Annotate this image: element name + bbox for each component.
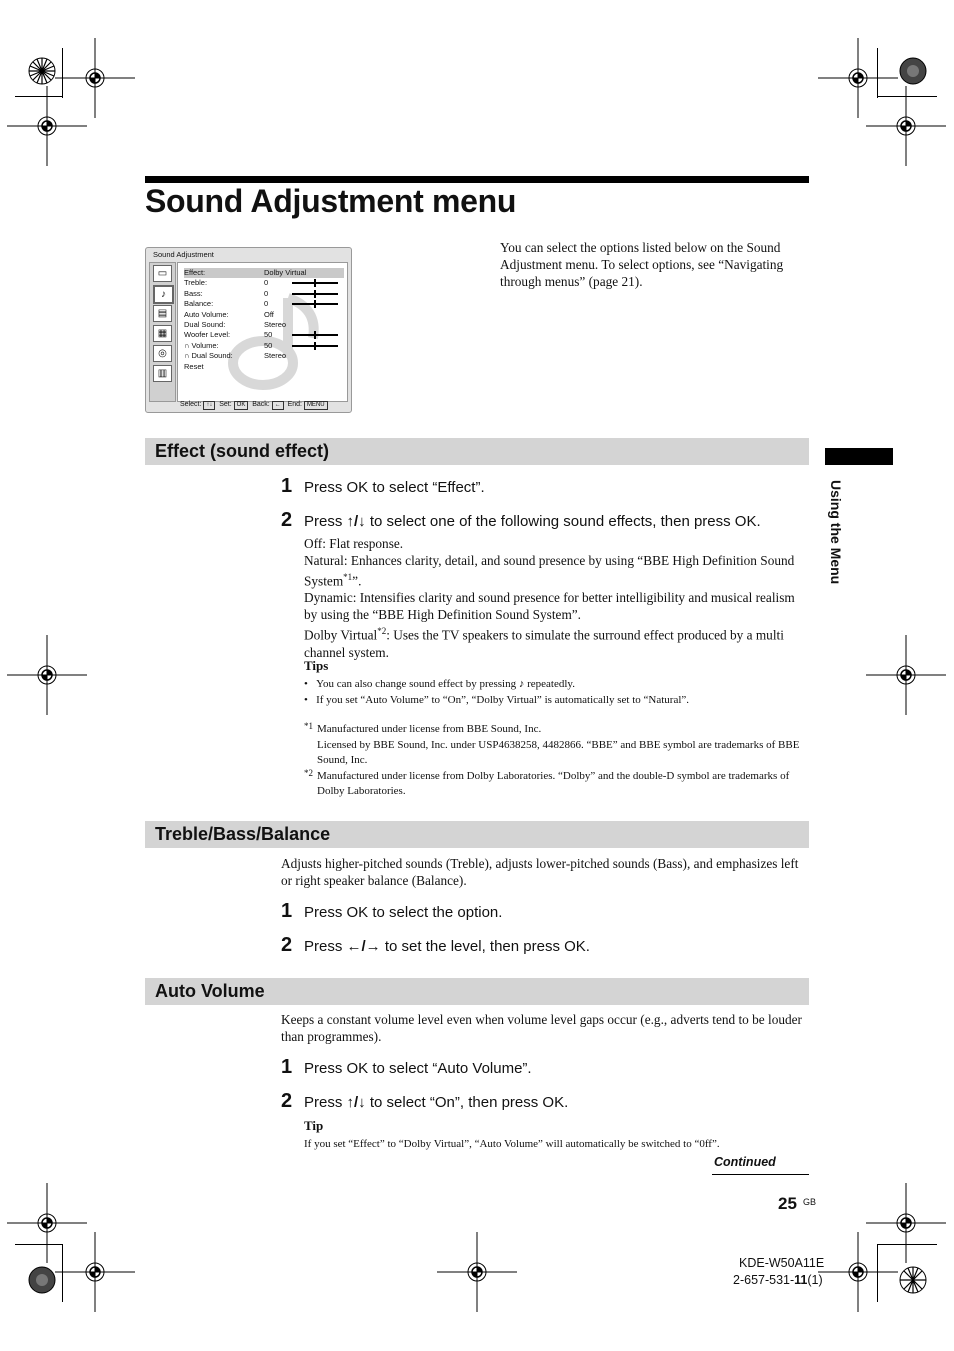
color-wheel-icon bbox=[27, 1265, 57, 1295]
code-suffix: (1) bbox=[807, 1273, 823, 1287]
footnote-text: Manufactured under license from Dolby Laboratories. “Dolby” and the double-D symbol are trademarks of Dolby Laboratories. bbox=[317, 769, 790, 797]
treble-description: Adjusts higher-pitched sounds (Treble), adjusts lower-pitched sounds (Bass), and emphasizes left or right speaker balance (Balance). bbox=[281, 856, 799, 888]
option-natural bbox=[304, 552, 809, 589]
menu-row-label: Treble: bbox=[184, 278, 208, 288]
tip-heading: Tip bbox=[304, 1118, 324, 1133]
section-heading-text: Effect (sound effect) bbox=[155, 441, 330, 461]
step-text bbox=[304, 513, 761, 530]
section-heading-text: Auto Volume bbox=[155, 981, 265, 1001]
menu-row-label: Balance: bbox=[184, 299, 214, 309]
registration-mark-icon bbox=[866, 635, 946, 715]
menu-row-label: Dual Sound: bbox=[184, 320, 226, 329]
footnote-ref: *2 bbox=[377, 626, 387, 637]
footer-select-key: ↑↓ bbox=[203, 401, 215, 410]
features-icon: ▦ bbox=[153, 325, 172, 342]
footer-select-label: Select: bbox=[180, 401, 202, 408]
option-dolby-text-b: : Uses the TV speakers to simulate the surround effect produced by a multi channel system. bbox=[304, 627, 784, 660]
menu-row bbox=[184, 278, 344, 288]
section-effect-heading bbox=[145, 438, 809, 465]
color-wheel-icon bbox=[898, 56, 928, 86]
step-text-post: to select “On”, then press OK. bbox=[365, 1094, 569, 1111]
step-text-pre: Press bbox=[304, 1094, 347, 1111]
step-text: Press OK to select “Auto Volume”. bbox=[304, 1060, 532, 1077]
step-text bbox=[304, 938, 590, 955]
tip-item: • You can also change sound effect by pressing ♪ repeatedly. bbox=[304, 678, 575, 690]
level-bar-marker bbox=[314, 279, 316, 287]
registration-mark-icon bbox=[437, 1232, 517, 1312]
option-dynamic: Dynamic: Intensifies clarity and sound presence for better intelligibility and musical realism by using the “BBE High Definition Sound System”. bbox=[304, 590, 795, 623]
step-number: 1 bbox=[281, 475, 293, 497]
music-note-icon: ♪ bbox=[153, 285, 174, 304]
registration-mark-icon bbox=[866, 1183, 946, 1263]
tips-heading: Tips bbox=[304, 658, 329, 673]
color-wheel-icon bbox=[898, 1265, 928, 1295]
registration-mark-icon bbox=[866, 86, 946, 166]
option-natural-text-b: Sound System bbox=[304, 553, 795, 589]
step-text-post: to set the level, then press OK. bbox=[380, 938, 590, 955]
menu-header: Sound Adjustment bbox=[153, 250, 214, 259]
menu-row bbox=[184, 341, 344, 351]
footer-set-label: Set: bbox=[219, 401, 232, 408]
menu-row-value: Stereo bbox=[264, 351, 287, 361]
footnote-text: Manufactured under license from BBE Sound, Inc. bbox=[317, 723, 542, 735]
level-bar-marker bbox=[314, 290, 316, 298]
pc-icon: ▥ bbox=[153, 365, 172, 382]
menu-panel bbox=[177, 262, 348, 402]
footnote-mark: *1 bbox=[304, 721, 313, 731]
footer-end-label: End: bbox=[287, 401, 302, 408]
tip-item: • If you set “Auto Volume” to “On”, “Dolby Virtual” is automatically set to “Natural”. bbox=[304, 693, 690, 706]
page-title: Sound Adjustment menu bbox=[145, 183, 517, 219]
continued-label: Continued bbox=[714, 1155, 776, 1169]
tip-text: You can also change sound effect by pressing ♪ repeatedly. bbox=[316, 678, 575, 690]
step-number: 2 bbox=[281, 934, 293, 956]
page-suffix: GB bbox=[803, 1197, 817, 1207]
footnote-text: Licensed by BBE Sound, Inc. under USP4638258, 4482866. “BBE” and BBE symbol are trademarks of BBE Sound, Inc. bbox=[317, 738, 800, 766]
step-text bbox=[304, 1094, 568, 1111]
document-code bbox=[733, 1273, 823, 1287]
effect-options bbox=[304, 535, 809, 661]
model-number: KDE-W50A11E bbox=[739, 1256, 825, 1270]
menu-row bbox=[184, 351, 344, 361]
step-text-post: to select one of the following sound effects, then press OK. bbox=[365, 513, 761, 530]
menu-row bbox=[184, 320, 344, 330]
registration-mark-icon bbox=[7, 635, 87, 715]
menu-footer bbox=[180, 401, 328, 410]
step-text: Press OK to select “Effect”. bbox=[304, 479, 485, 496]
menu-screenshot bbox=[145, 247, 352, 413]
left-right-arrow-icon: ←/→ bbox=[346, 938, 381, 955]
footnote-2 bbox=[304, 769, 804, 800]
tips-list bbox=[304, 677, 809, 708]
footnote-ref: *1 bbox=[343, 572, 353, 582]
footnotes bbox=[304, 722, 804, 800]
menu-row-label: ∩ Dual Sound: bbox=[184, 351, 233, 361]
setup-icon: ◎ bbox=[153, 345, 172, 362]
menu-row-label: Bass: bbox=[184, 288, 203, 298]
level-bar-marker bbox=[314, 331, 316, 339]
step-number: 2 bbox=[281, 1090, 293, 1112]
step-number: 1 bbox=[281, 1056, 293, 1078]
footnote-1 bbox=[304, 722, 804, 769]
section-heading-text: Treble/Bass/Balance bbox=[155, 824, 331, 844]
code-prefix: 2-657-531- bbox=[733, 1273, 795, 1287]
level-bar-marker bbox=[314, 342, 316, 350]
option-dolby-text: Dolby Virtual bbox=[304, 627, 378, 643]
menu-row-label: Effect: bbox=[184, 268, 206, 277]
footer-back-key: ← bbox=[272, 401, 284, 410]
intro-text: You can select the options listed below on the Sound Adjustment menu. To select options, see “Navigating through menus” (page 21). bbox=[500, 240, 784, 289]
step-text-pre: Press bbox=[304, 513, 347, 530]
menu-row-value: 0 bbox=[264, 288, 269, 298]
footer-end-key: MENU bbox=[304, 401, 328, 410]
section-auto-volume-heading bbox=[145, 978, 809, 1005]
menu-row-value: 50 bbox=[264, 330, 273, 340]
menu-row bbox=[184, 299, 344, 309]
option-natural-text: Natural: Enhances clarity, detail, and sound presence by using “BBE High Definition bbox=[304, 553, 757, 568]
menu-row-label: Woofer Level: bbox=[184, 330, 231, 340]
option-dolby bbox=[304, 623, 809, 660]
menu-row bbox=[184, 268, 344, 278]
continued-rule bbox=[712, 1174, 809, 1175]
menu-row-value: 50 bbox=[264, 340, 273, 350]
option-natural-text-c: ”. bbox=[352, 573, 362, 589]
registration-mark-icon bbox=[7, 86, 87, 166]
code-bold: 11 bbox=[794, 1273, 808, 1287]
step-number: 1 bbox=[281, 900, 293, 922]
menu-icon-column bbox=[149, 262, 176, 402]
footer-back-label: Back: bbox=[252, 401, 270, 408]
menu-row-value: Stereo bbox=[264, 320, 287, 329]
step-text: Press OK to select the option. bbox=[304, 904, 503, 921]
menu-row-value: Off bbox=[264, 309, 274, 319]
step-number: 2 bbox=[281, 509, 293, 531]
menu-row-value: Dolby Virtual bbox=[264, 268, 307, 277]
title-rule bbox=[145, 176, 809, 183]
auto-volume-description: Keeps a constant volume level even when volume level gaps occur (e.g., adverts tend to be louder than programmes). bbox=[281, 1012, 802, 1044]
level-bar-marker bbox=[314, 300, 316, 308]
menu-row bbox=[184, 362, 344, 372]
menu-row bbox=[184, 330, 344, 340]
color-wheel-icon bbox=[27, 56, 57, 86]
side-tab-text: Using the Menu bbox=[828, 480, 844, 585]
menu-row-label: Auto Volume: bbox=[184, 309, 229, 319]
picture-icon: ▭ bbox=[153, 265, 172, 282]
option-off: Off: Flat response. bbox=[304, 536, 404, 551]
up-down-arrow-icon: ↑/↓ bbox=[346, 1094, 366, 1111]
menu-row-label: ∩ Volume: bbox=[184, 340, 219, 350]
footer-set-key: OK bbox=[234, 401, 249, 410]
menu-row bbox=[184, 310, 344, 320]
up-down-arrow-icon: ↑/↓ bbox=[346, 513, 366, 530]
menu-row-value: 0 bbox=[264, 299, 269, 309]
menu-row-value: 0 bbox=[264, 278, 269, 288]
tip-text: If you set “Auto Volume” to “On”, “Dolby Virtual” is automatically set to “Natural”. bbox=[316, 693, 690, 706]
page-number: 25 bbox=[778, 1194, 797, 1213]
footnote-mark: *2 bbox=[304, 767, 313, 778]
section-treble-heading bbox=[145, 821, 809, 848]
screen-icon: ▤ bbox=[153, 305, 172, 322]
menu-row bbox=[184, 289, 344, 299]
side-tab-label bbox=[822, 480, 852, 620]
tip-text: If you set “Effect” to “Dolby Virtual”, “Auto Volume” will automatically be switched to “0ff”. bbox=[304, 1138, 720, 1150]
registration-mark-icon bbox=[55, 1232, 135, 1312]
side-tab-bar bbox=[825, 448, 893, 465]
menu-row-label: Reset bbox=[184, 361, 204, 371]
step-text-pre: Press bbox=[304, 938, 347, 955]
